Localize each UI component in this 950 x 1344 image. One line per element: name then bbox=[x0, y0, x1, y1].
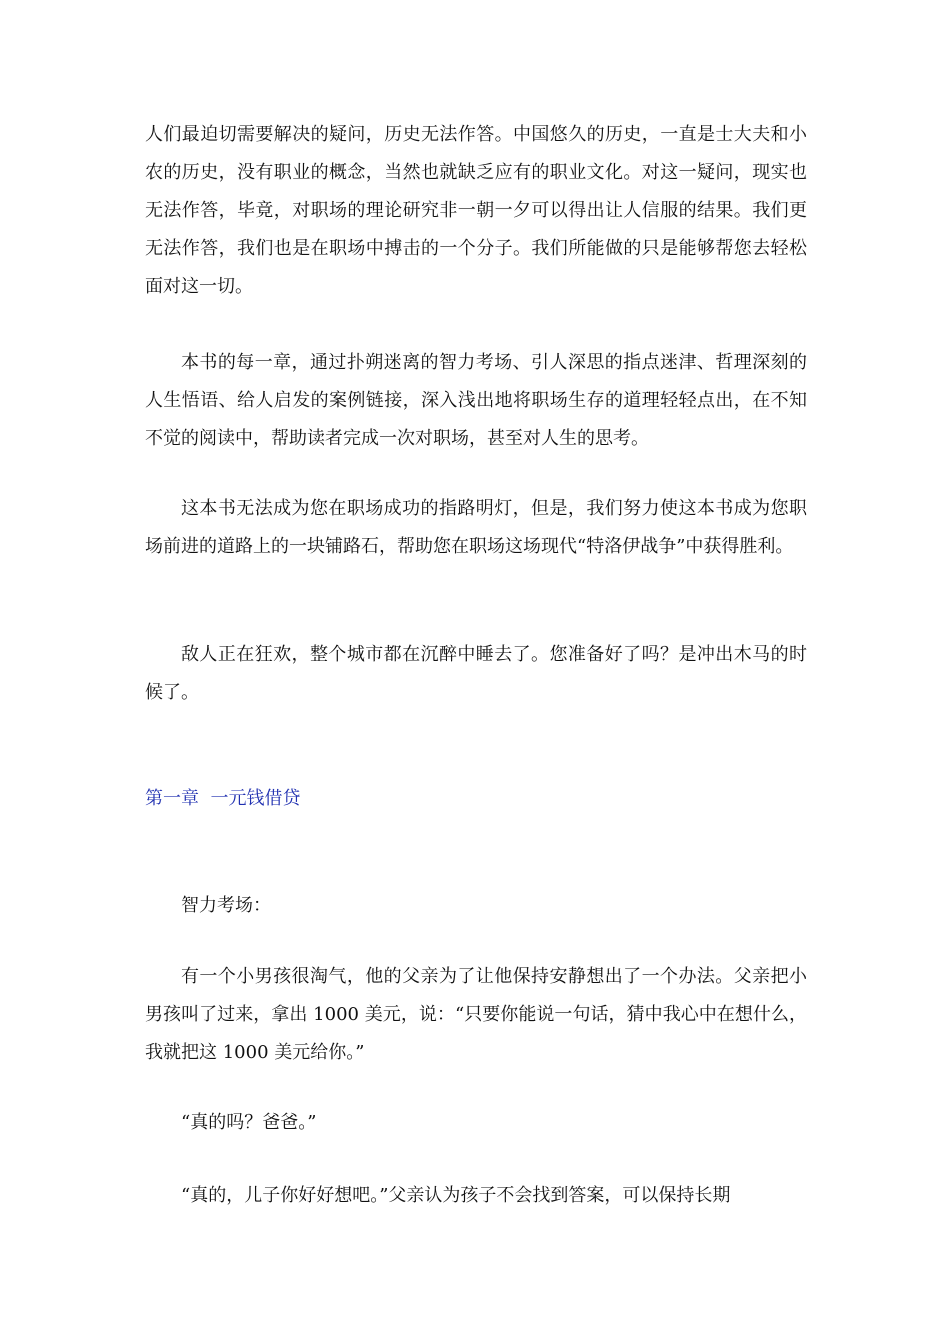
paragraph-trojan-horse: 敌人正在狂欢，整个城市都在沉醉中睡去了。您准备好了吗？是冲出木马的时候了。 bbox=[145, 644, 807, 703]
paragraph-dialogue-father: “真的，儿子你好好想吧。”父亲认为孩子不会找到答案，可以保持长期 bbox=[181, 1185, 731, 1206]
paragraph-story-intro: 有一个小男孩很淘气，他的父亲为了让他保持安静想出了一个办法。父亲把小男孩叫了过来，拿出 1000 美元，说：“只要你能说一句话，猜中我心中在想什么，我就把这 1000 美元给你。” bbox=[145, 966, 807, 1063]
paragraph-dialogue-son: “真的吗？爸爸。” bbox=[181, 1112, 317, 1133]
chapter-heading: 第一章 一元钱借贷 bbox=[145, 788, 301, 809]
paragraph-book-purpose: 这本书无法成为您在职场成功的指路明灯，但是，我们努力使这本书成为您职场前进的道路上的一块铺路石，帮助您在职场这场现代“特洛伊战争”中获得胜利。 bbox=[145, 498, 807, 557]
paragraph-book-chapters: 本书的每一章，通过扑朔迷离的智力考场、引人深思的指点迷津、哲理深刻的人生悟语、给人启发的案例链接，深入浅出地将职场生存的道理轻轻点出，在不知不觉的阅读中，帮助读者完成一次对职场，甚至对人生的思考。 bbox=[145, 352, 807, 449]
section-label-quiz: 智力考场： bbox=[181, 895, 271, 916]
paragraph-intro-question: 人们最迫切需要解决的疑问，历史无法作答。中国悠久的历史，一直是士大夫和小农的历史，没有职业的概念，当然也就缺乏应有的职业文化。对这一疑问，现实也无法作答，毕竟，对职场的理论研究非一朝一夕可以得出让人信服的结果。我们更无法作答，我们也是在职场中搏击的一个分子。我们所能做的只是能够帮您去轻松面对这一切。 bbox=[145, 124, 807, 297]
